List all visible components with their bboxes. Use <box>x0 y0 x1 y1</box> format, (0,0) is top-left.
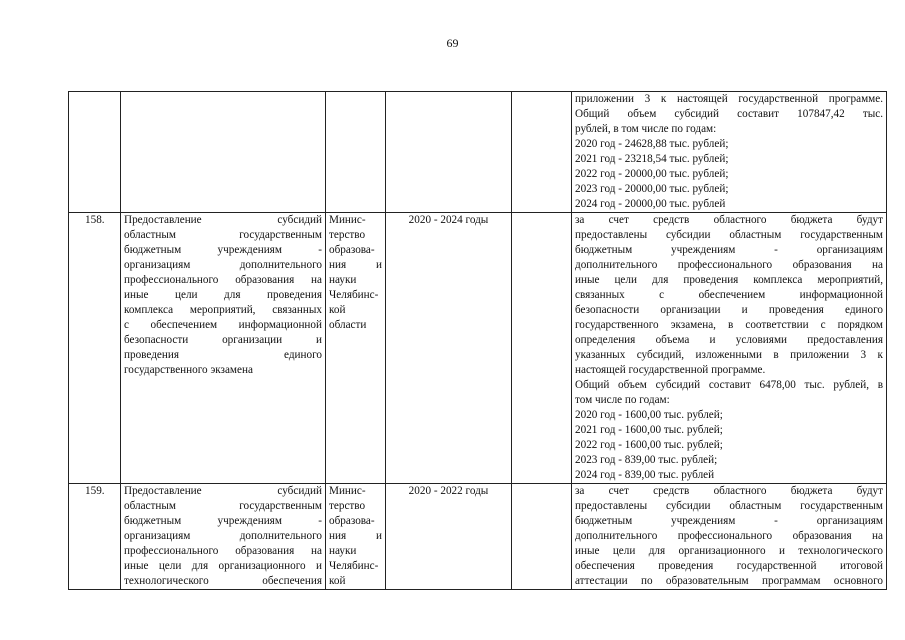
text-line: Челябинс- <box>329 560 379 572</box>
text-line: 2020 год - 24628,88 тыс. рублей; <box>575 138 729 150</box>
result <box>572 484 887 590</box>
cell-blank <box>512 92 572 213</box>
text-line: ния и <box>329 259 382 271</box>
executor <box>326 213 386 484</box>
text-line: аттестации по образовательным программам основного <box>575 575 883 587</box>
text-line: 2020 год - 1600,00 тыс. рублей; <box>575 409 723 421</box>
text-line: Челябинс- <box>329 289 379 301</box>
text-line: Предоставление субсидий <box>124 485 322 497</box>
text-line: организациям дополнительного <box>124 259 322 271</box>
cell-number <box>69 92 121 213</box>
text-line: областным государственным <box>124 500 322 512</box>
text-line: профессионального образования на <box>124 274 322 286</box>
text-line: Минис- <box>329 485 366 497</box>
text-line: профессионального образования на <box>124 545 322 557</box>
text-line: технологического обеспечения <box>124 575 322 587</box>
text-line: 2024 год - 20000,00 тыс. рублей <box>575 198 726 210</box>
text-line: безопасности организации и <box>124 334 322 346</box>
text-line: бюджетным учреждениям - организациям <box>575 515 883 527</box>
cell-result <box>572 92 887 213</box>
text-line: 2022 год - 1600,00 тыс. рублей; <box>575 439 723 451</box>
text-line: безопасности организации и проведения единого <box>575 304 883 316</box>
text-line: бюджетным учреждениям - <box>124 244 322 256</box>
text-line: 2023 год - 839,00 тыс. рублей; <box>575 454 718 466</box>
period: 2020 - 2024 годы <box>386 213 512 484</box>
cell-blank <box>512 213 572 484</box>
text-line: терство <box>329 229 366 241</box>
text-line: 2022 год - 20000,00 тыс. рублей; <box>575 168 729 180</box>
text-line: проведения единого <box>124 349 322 361</box>
text-line: указанных субсидий, изложенными в приложении 3 к <box>575 349 883 361</box>
table-row-159 <box>69 484 887 590</box>
text-line: связанных с обеспечением информационной <box>575 289 883 301</box>
cell-blank <box>512 484 572 590</box>
text-line: государственного экзамена <box>124 364 253 376</box>
text-line: приложении 3 к настоящей государственной программе. <box>575 93 883 105</box>
table-row-continuation <box>69 92 887 213</box>
text-line: 2021 год - 1600,00 тыс. рублей; <box>575 424 723 436</box>
cell-period <box>386 92 512 213</box>
result <box>572 213 887 484</box>
executor <box>326 484 386 590</box>
text-line: областным государственным <box>124 229 322 241</box>
text-line: обеспечения проведения государственной итоговой <box>575 560 883 572</box>
program-measures-table <box>68 91 887 590</box>
text-line: Минис- <box>329 214 366 226</box>
text-line: 2024 год - 839,00 тыс. рублей <box>575 469 715 481</box>
text-line: кой <box>329 304 346 316</box>
text-line: за счет средств областного бюджета будут <box>575 214 883 226</box>
text-line: Общий объем субсидий составит 6478,00 тыс. рублей, в <box>575 379 883 391</box>
text-line: государственного экзамена, в соответствии с порядком <box>575 319 883 331</box>
text-line: иные цели для проведения комплекса мероприятий, <box>575 274 883 286</box>
text-line: предоставлены субсидии областным государственным <box>575 500 883 512</box>
text-line: кой <box>329 575 346 587</box>
measure-name <box>121 213 326 484</box>
text-line: за счет средств областного бюджета будут <box>575 485 883 497</box>
cell-executor <box>326 92 386 213</box>
text-line: иные цели для организационного и технологического <box>575 545 883 557</box>
text-line: бюджетным учреждениям - организациям <box>575 244 883 256</box>
text-line: образова- <box>329 244 375 256</box>
text-line: Общий объем субсидий составит 107847,42 тыс. <box>575 108 883 120</box>
text-line: настоящей государственной программе. <box>575 364 766 376</box>
text-line: области <box>329 319 367 331</box>
measure-name <box>121 484 326 590</box>
row-number: 158. <box>69 213 121 484</box>
text-line: организациям дополнительного <box>124 530 322 542</box>
text-line: образова- <box>329 515 375 527</box>
text-line: бюджетным учреждениям - <box>124 515 322 527</box>
text-line: иные цели для проведения <box>124 289 322 301</box>
text-line: с обеспечением информационной <box>124 319 322 331</box>
table-row-158 <box>69 213 887 484</box>
row-number: 159. <box>69 484 121 590</box>
text-line: науки <box>329 274 357 286</box>
cell-name <box>121 92 326 213</box>
text-line: том числе по годам: <box>575 394 670 406</box>
text-line: рублей, в том числе по годам: <box>575 123 717 135</box>
text-line: ния и <box>329 530 382 542</box>
text-line: определения объема и условиями предоставления <box>575 334 883 346</box>
text-line: 2023 год - 20000,00 тыс. рублей; <box>575 183 729 195</box>
text-line: иные цели для организационного и <box>124 560 322 572</box>
text-line: дополнительного профессионального образования на <box>575 259 883 271</box>
period: 2020 - 2022 годы <box>386 484 512 590</box>
text-line: терство <box>329 500 366 512</box>
text-line: предоставлены субсидии областным государственным <box>575 229 883 241</box>
text-line: 2021 год - 23218,54 тыс. рублей; <box>575 153 729 165</box>
text-line: дополнительного профессионального образования на <box>575 530 883 542</box>
text-line: комплекса мероприятий, связанных <box>124 304 322 316</box>
text-line: Предоставление субсидий <box>124 214 322 226</box>
page-number: 69 <box>446 36 459 50</box>
text-line: науки <box>329 545 357 557</box>
